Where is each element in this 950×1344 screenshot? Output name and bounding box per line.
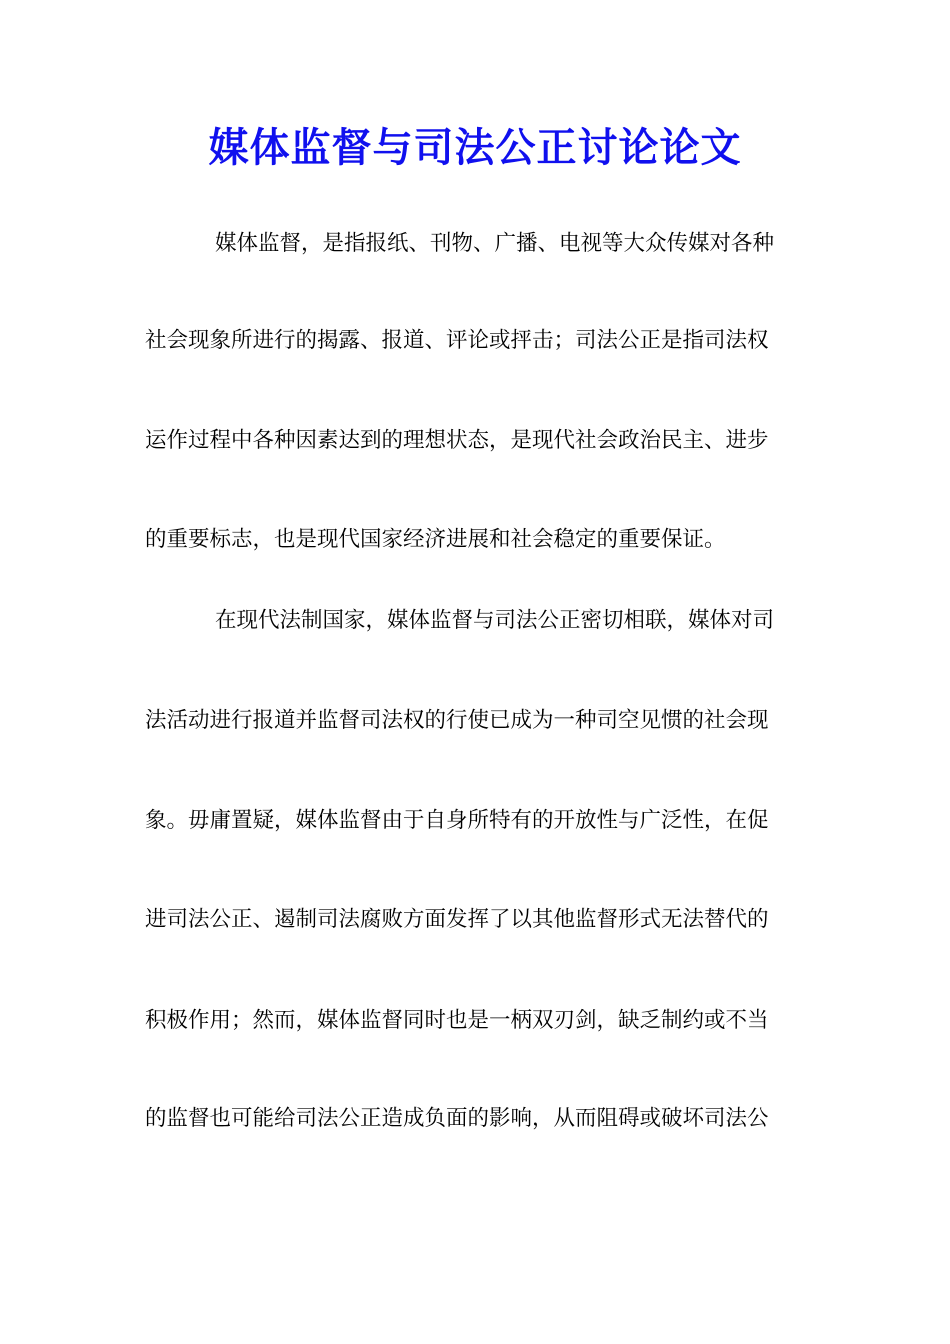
document-title: 媒体监督与司法公正讨论论文 (208, 124, 742, 171)
paragraph-1-line-1: 媒体监督，是指报纸、刊物、广播、电视等大众传媒对各种 (215, 231, 775, 256)
paragraph-1-line-3: 运作过程中各种因素达到的理想状态，是现代社会政治民主、进步 (145, 428, 769, 453)
paragraph-2-line-4: 进司法公正、遏制司法腐败方面发挥了以其他监督形式无法替代的 (145, 907, 769, 932)
paragraph-1-line-2: 社会现象所进行的揭露、报道、评论或抨击；司法公正是指司法权 (145, 328, 769, 353)
paragraph-2-line-6: 的监督也可能给司法公正造成负面的影响，从而阻碍或破坏司法公 (145, 1106, 769, 1131)
paragraph-2-line-3: 象。毋庸置疑，媒体监督由于自身所特有的开放性与广泛性，在促 (145, 808, 769, 833)
paragraph-2-line-1: 在现代法制国家，媒体监督与司法公正密切相联，媒体对司 (215, 608, 775, 633)
paragraph-2-line-2: 法活动进行报道并监督司法权的行使已成为一种司空见惯的社会现 (145, 708, 769, 733)
paragraph-2-line-5: 积极作用；然而，媒体监督同时也是一柄双刃剑，缺乏制约或不当 (145, 1008, 769, 1033)
paragraph-1-line-4: 的重要标志，也是现代国家经济进展和社会稳定的重要保证。 (145, 527, 726, 552)
